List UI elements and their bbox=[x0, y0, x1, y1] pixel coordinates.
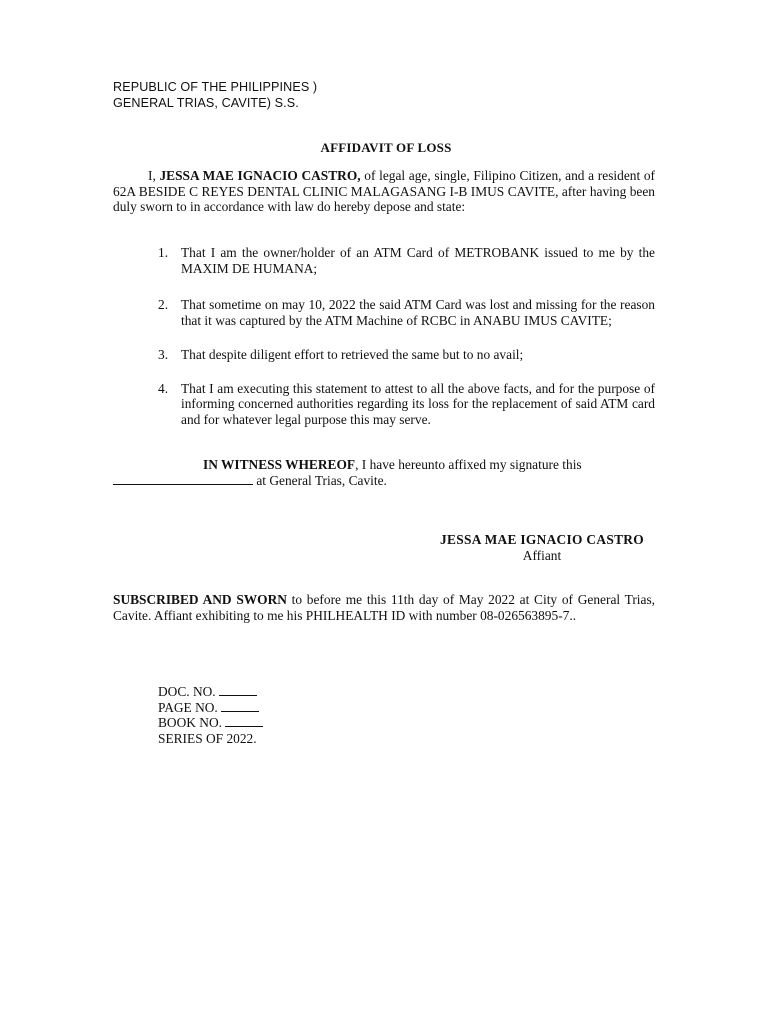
book-no-line bbox=[158, 715, 263, 731]
affiant-name-inline: JESSA MAE IGNACIO CASTRO, bbox=[159, 168, 361, 183]
list-item-text: That sometime on may 10, 2022 the said ATM Card was lost and missing for the reason that it was captured by the ATM Machine of RCBC in ANABU IMUS CAVITE; bbox=[181, 297, 655, 328]
doc-no-blank bbox=[219, 684, 257, 696]
header-republic: REPUBLIC OF THE PHILIPPINES ) bbox=[113, 80, 318, 94]
jurat-heading: SUBSCRIBED AND SWORN bbox=[113, 592, 287, 607]
list-item-number: 1. bbox=[158, 245, 169, 260]
witness-heading: IN WITNESS WHEREOF bbox=[203, 457, 356, 472]
affiant-label: Affiant bbox=[522, 547, 562, 563]
list-item bbox=[113, 297, 655, 328]
page-no-blank bbox=[221, 700, 259, 712]
list-item bbox=[113, 245, 655, 276]
intro-body: of legal age, single, Filipino Citizen, and a resident of 62A BESIDE C REYES DENTAL CLINIC MALAGASANG I-B IMUS CAVITE, after having been duly sworn to in accordance with law do hereby depose and state: bbox=[113, 168, 655, 214]
notarial-register bbox=[158, 684, 263, 746]
list-item-number: 2. bbox=[158, 297, 169, 312]
book-no-blank bbox=[225, 715, 263, 727]
jurat-text: to before me this 11th day of May 2022 at City of General Trias, Cavite. Affiant exhibiting to me his PHILHEALTH ID with number 08-026563895-7.. bbox=[113, 592, 655, 623]
venue-header bbox=[113, 79, 317, 111]
document-title: AFFIDAVIT OF LOSS bbox=[320, 140, 452, 155]
header-location: GENERAL TRIAS, CAVITE) S.S. bbox=[113, 96, 299, 110]
page-no-label: PAGE NO. bbox=[158, 699, 218, 715]
list-item-number: 4. bbox=[158, 380, 169, 396]
statement-list bbox=[113, 245, 655, 427]
series-line: SERIES OF 2022. bbox=[158, 730, 257, 746]
list-item-text: That I am executing this statement to attest to all the above facts, and for the purpose of informing concerned authorities regarding its loss for the replacement of said ATM card and for whatever legal purpose this may serve. bbox=[181, 380, 655, 427]
doc-no-line bbox=[158, 684, 263, 700]
page-no-line bbox=[158, 700, 263, 716]
intro-prefix: I, bbox=[148, 168, 160, 183]
witness-paragraph bbox=[113, 457, 655, 488]
list-item-text: That despite diligent effort to retrieved the same but to no avail; bbox=[181, 347, 524, 362]
intro-paragraph bbox=[113, 168, 655, 215]
witness-text: , I have hereunto affixed my signature this bbox=[355, 457, 582, 472]
list-item bbox=[113, 381, 655, 428]
book-no-label: BOOK NO. bbox=[158, 715, 222, 730]
list-item-text: That I am the owner/holder of an ATM Card of METROBANK issued to me by the MAXIM DE HUMANA; bbox=[181, 245, 655, 276]
list-item-number: 3. bbox=[158, 347, 169, 362]
jurat-paragraph bbox=[113, 592, 655, 623]
date-blank-line bbox=[113, 473, 253, 485]
affiant-name: JESSA MAE IGNACIO CASTRO bbox=[439, 532, 644, 547]
affiant-signature-block bbox=[424, 532, 660, 563]
witness-place: at General Trias, Cavite. bbox=[253, 472, 387, 488]
doc-no-label: DOC. NO. bbox=[158, 684, 216, 699]
list-item bbox=[113, 347, 655, 363]
